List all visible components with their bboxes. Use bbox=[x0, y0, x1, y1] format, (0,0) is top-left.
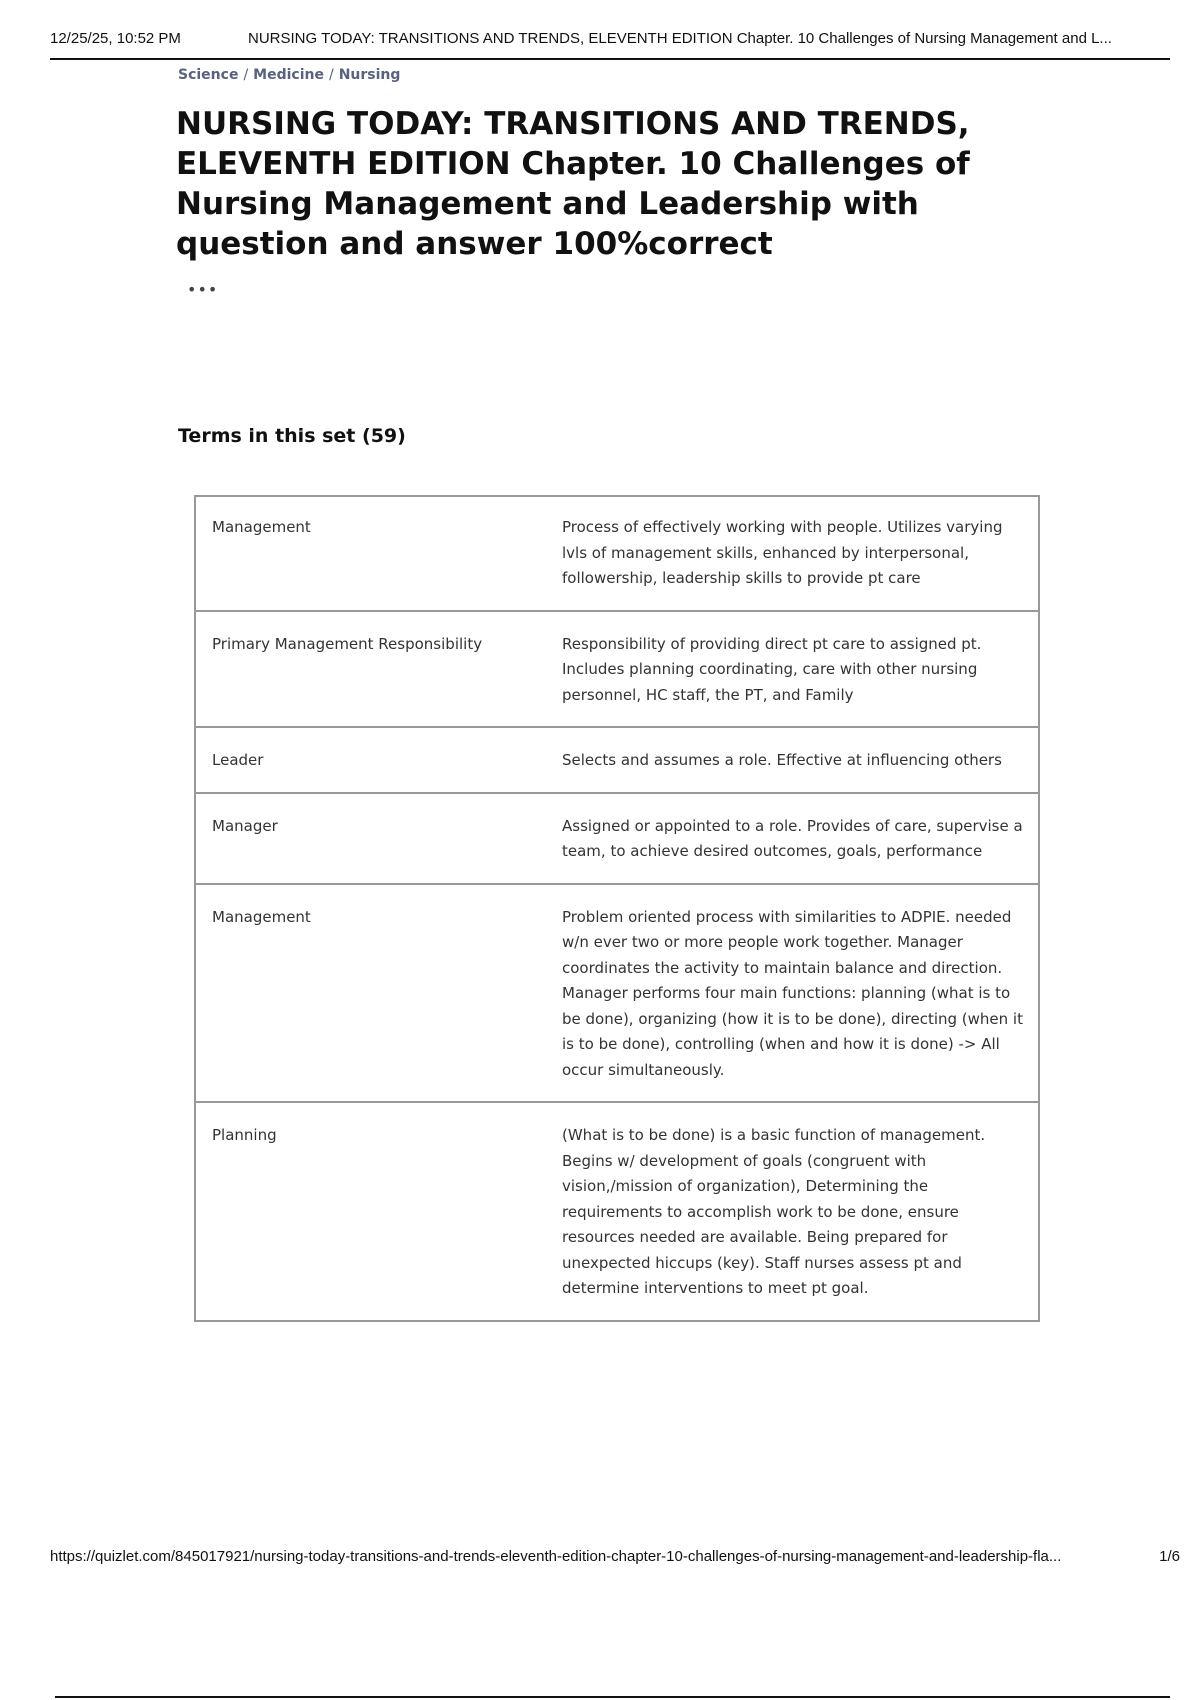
term-cell: Planning bbox=[195, 1102, 562, 1321]
term-cell: Management bbox=[195, 884, 562, 1103]
definition-cell: Assigned or appointed to a role. Provides of care, supervise a team, to achieve desired outcomes, goals, performance bbox=[562, 793, 1039, 884]
breadcrumb-item-science[interactable]: Science bbox=[178, 67, 239, 83]
term-cell: Management bbox=[212, 518, 311, 536]
bottom-divider bbox=[55, 1696, 1170, 1698]
page-indicator: 1/6 bbox=[1159, 1548, 1180, 1565]
print-doc-title: NURSING TODAY: TRANSITIONS AND TRENDS, ELEVENTH EDITION Chapter. 10 Challenges of Nursing Management and L... bbox=[248, 30, 1112, 47]
breadcrumb-item-medicine[interactable]: Medicine bbox=[253, 67, 324, 83]
definition-cell: Selects and assumes a role. Effective at influencing others bbox=[562, 727, 1039, 793]
table-row bbox=[195, 611, 1039, 728]
more-options-icon[interactable]: ••• bbox=[187, 280, 219, 299]
page-title: NURSING TODAY: TRANSITIONS AND TRENDS, ELEVENTH EDITION Chapter. 10 Challenges of Nursing Management and Leadership with question and answer 100%correct bbox=[176, 106, 970, 262]
table-row bbox=[195, 496, 1039, 611]
term-cell: Primary Management Responsibility bbox=[195, 611, 562, 728]
page-url[interactable]: https://quizlet.com/845017921/nursing-today-transitions-and-trends-eleventh-edition-chapter-10-challenges-of-nursing-management-and-leadership-fla... bbox=[50, 1548, 1062, 1565]
print-timestamp: 12/25/25, 10:52 PM bbox=[50, 30, 181, 47]
terms-count-heading: Terms in this set (59) bbox=[178, 425, 406, 447]
terms-table bbox=[194, 495, 1040, 1322]
table-row bbox=[195, 1102, 1039, 1321]
table-row bbox=[195, 884, 1039, 1103]
print-header bbox=[50, 28, 1170, 60]
breadcrumb-separator: / bbox=[243, 67, 249, 83]
definition-cell: Problem oriented process with similarities to ADPIE. needed w/n ever two or more people work together. Manager coordinates the activity to maintain balance and direction. Manager performs four main functions: planning (what is to be done), organizing (how it is to be done), directing (when it is to be done), controlling (when and how it is done) -> All occur simultaneously. bbox=[562, 884, 1039, 1103]
table-row bbox=[195, 793, 1039, 884]
breadcrumb-item-nursing[interactable]: Nursing bbox=[338, 67, 401, 83]
definition-cell: Responsibility of providing direct pt care to assigned pt. Includes planning coordinating, care with other nursing personnel, HC staff, the PT, and Family bbox=[562, 611, 1039, 728]
table-row bbox=[195, 727, 1039, 793]
term-cell: Manager bbox=[195, 793, 562, 884]
definition-cell: (What is to be done) is a basic function of management. Begins w/ development of goals (congruent with vision,/mission of organization), Determining the requirements to accomplish work to be done, ensure resources needed are available. Being prepared for unexpected hiccups (key). Staff nurses assess pt and determine interventions to meet pt goal. bbox=[562, 1102, 1039, 1321]
breadcrumb bbox=[178, 67, 400, 83]
breadcrumb-separator: / bbox=[328, 67, 334, 83]
term-cell: Leader bbox=[195, 727, 562, 793]
definition-cell: Process of effectively working with people. Utilizes varying lvls of management skills, enhanced by interpersonal, followership, leadership skills to provide pt care bbox=[562, 518, 1003, 587]
